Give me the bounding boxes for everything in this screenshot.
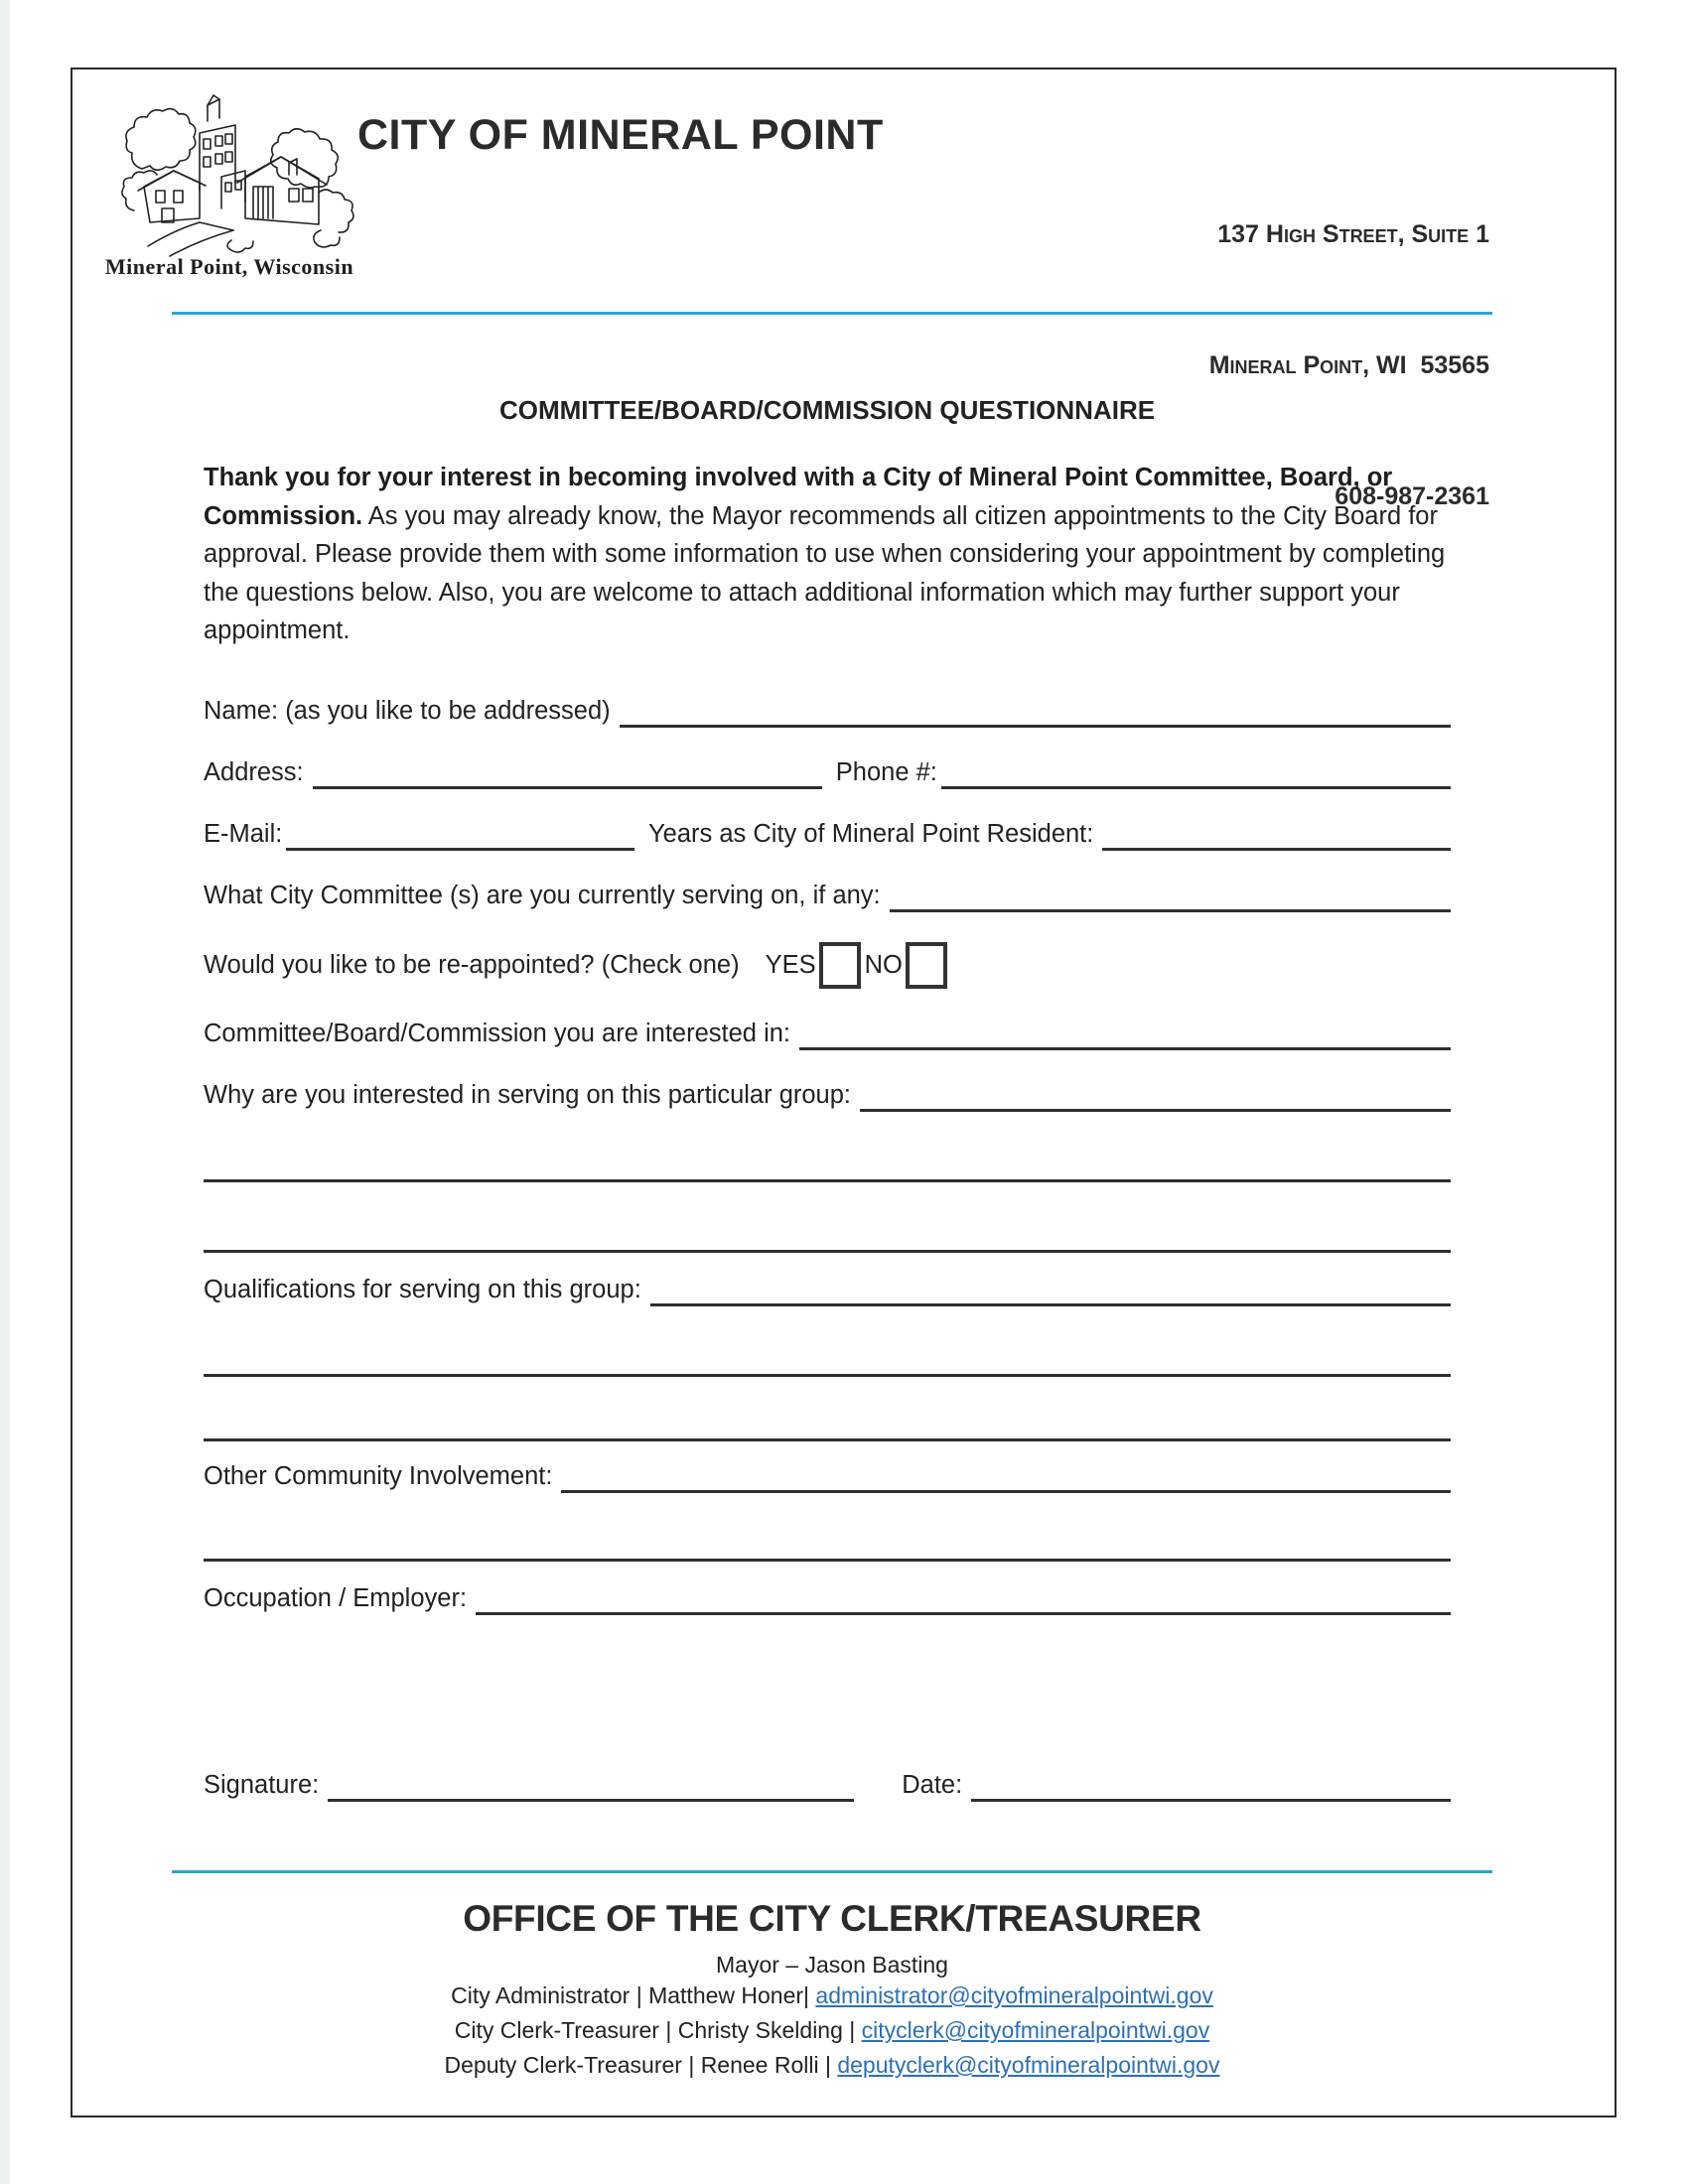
deputyclerk-email-link[interactable]: deputyclerk@cityofmineralpointwi.gov [837, 2052, 1220, 2078]
phone-input-line[interactable] [941, 759, 1451, 789]
staff-deputy-text: Deputy Clerk-Treasurer | Renee Rolli | [444, 2052, 838, 2078]
signature-label: Signature: [204, 1770, 320, 1799]
intro-rest-text: As you may already know, the Mayor recommends all citizen appointments to the City Board for approval. Please provide them with some information to use when considering your appointment by completing the questions below. Also, you are welcome to attach additional information which may further support your appointment. [204, 501, 1446, 644]
footer [172, 1898, 1492, 2083]
interested-committee-input-line[interactable] [799, 1021, 1451, 1050]
date-input-line[interactable] [971, 1772, 1451, 1802]
page-title: CITY OF MINERAL POINT [357, 111, 884, 159]
no-label: NO [864, 951, 903, 979]
signature-input-line[interactable] [328, 1772, 854, 1802]
name-row [204, 694, 1451, 728]
qualifications-label: Qualifications for serving on this group: [204, 1275, 641, 1303]
administrator-email-link[interactable]: administrator@cityofmineralpointwi.gov [815, 1982, 1213, 2008]
other-involvement-extra-line[interactable] [204, 1559, 1451, 1562]
name-input-line[interactable] [620, 698, 1451, 728]
logo-caption: Mineral Point, Wisconsin [104, 254, 354, 279]
date-label: Date: [902, 1770, 963, 1799]
qualifications-input-line[interactable] [650, 1277, 1451, 1306]
address-phone-row [204, 755, 1451, 789]
header-divider-line [172, 312, 1492, 315]
cityclerk-email-link[interactable]: cityclerk@cityofmineralpointwi.gov [861, 2017, 1210, 2043]
reappointed-label: Would you like to be re-appointed? (Check one) [204, 951, 740, 979]
phone-number: 608-987-2361 [1335, 482, 1489, 510]
yes-label: YES [765, 951, 816, 979]
address-label: Address: [204, 757, 304, 786]
current-committee-input-line[interactable] [890, 883, 1451, 912]
qualifications-extra-line-2[interactable] [204, 1438, 1451, 1441]
current-committee-label: What City Committee (s) are you currently serving on, if any: [204, 881, 881, 909]
qualifications-extra-line-1[interactable] [204, 1374, 1451, 1377]
why-interested-extra-line-1[interactable] [204, 1179, 1451, 1182]
email-years-row [204, 817, 1451, 851]
yes-checkbox[interactable] [819, 942, 861, 989]
occupation-row [204, 1581, 1451, 1615]
footer-divider-line [172, 1870, 1492, 1873]
form-body [204, 395, 1451, 1802]
other-involvement-row [204, 1459, 1451, 1493]
questionnaire-title: COMMITTEE/BOARD/COMMISSION QUESTIONNAIRE [498, 395, 1156, 425]
scan-edge-artifact [0, 0, 10, 2184]
address-input-line[interactable] [313, 759, 822, 789]
occupation-label: Occupation / Employer: [204, 1583, 468, 1612]
staff-line-clerk-treasurer [172, 2013, 1492, 2048]
other-involvement-input-line[interactable] [561, 1463, 1451, 1493]
staff-line-deputy-clerk [172, 2048, 1492, 2083]
other-involvement-label: Other Community Involvement: [204, 1461, 553, 1490]
occupation-input-line[interactable] [476, 1585, 1451, 1615]
no-checkbox[interactable] [906, 942, 947, 989]
why-interested-input-line[interactable] [860, 1082, 1451, 1112]
why-interested-row [204, 1078, 1451, 1112]
years-resident-label: Years as City of Mineral Point Resident: [648, 819, 1094, 848]
email-input-line[interactable] [286, 821, 634, 851]
reappointed-row [204, 942, 1451, 989]
qualifications-row [204, 1273, 1451, 1306]
phone-label: Phone #: [835, 757, 937, 786]
signature-date-row [204, 1768, 1451, 1802]
current-committee-row [204, 879, 1451, 912]
why-interested-label: Why are you interested in serving on this particular group: [204, 1080, 851, 1109]
staff-administrator-text: City Administrator | Matthew Honer| [451, 1982, 816, 2008]
years-input-line[interactable] [1102, 821, 1451, 851]
interested-committee-label: Committee/Board/Commission you are interested in: [204, 1019, 790, 1047]
staff-clerk-text: City Clerk-Treasurer | Christy Skelding | [454, 2017, 862, 2043]
intro-bold-text: Thank you for your interest in becoming involved with a City of Mineral Point Committee, Board, or Commission. [204, 464, 1393, 530]
name-label: Name: (as you like to be addressed) [204, 696, 611, 725]
why-interested-extra-line-2[interactable] [204, 1250, 1451, 1253]
intro-paragraph [204, 459, 1451, 650]
address-line-1: 137 High Street, Suite 1 [1217, 220, 1489, 248]
email-label: E-Mail: [204, 819, 283, 848]
staff-line-administrator [172, 1979, 1492, 2013]
city-logo [104, 91, 354, 258]
interested-committee-row [204, 1017, 1451, 1050]
office-title: OFFICE OF THE CITY CLERK/TREASURER [463, 1898, 1201, 1939]
mayor-line: Mayor – Jason Basting [716, 1952, 948, 1978]
address-line-2: Mineral Point, WI 53565 [1208, 351, 1489, 379]
